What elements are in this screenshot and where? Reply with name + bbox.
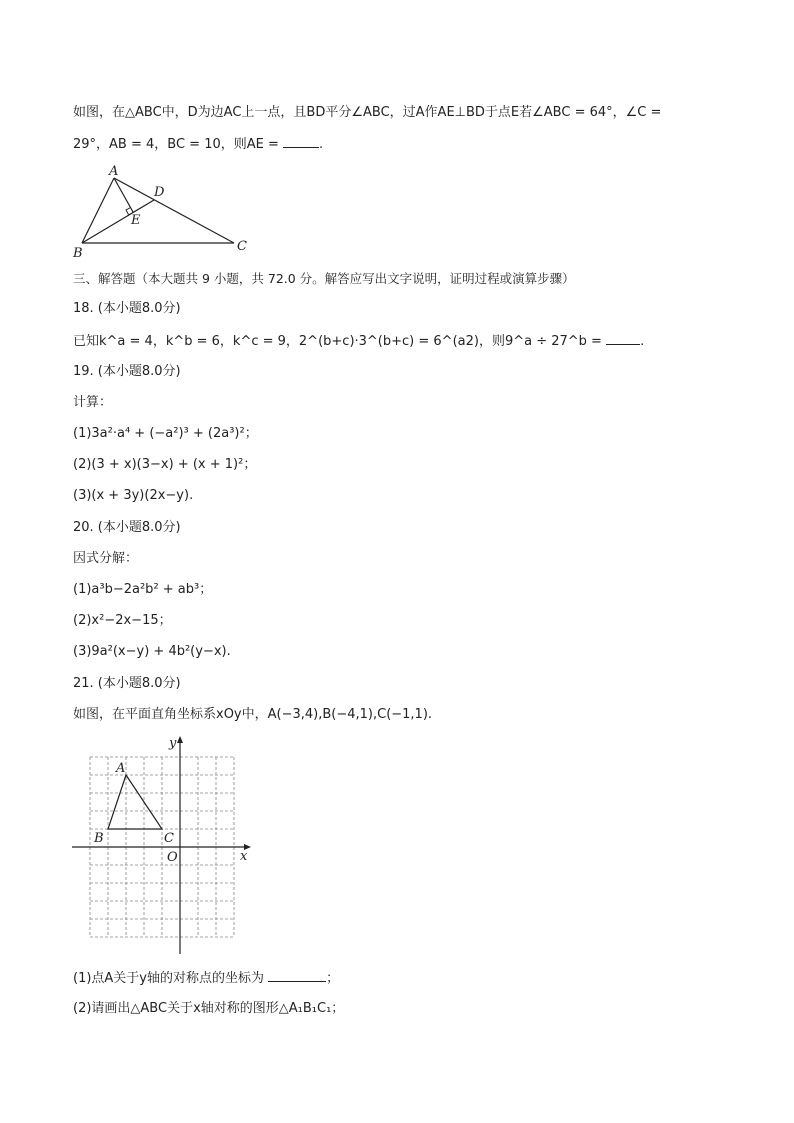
q20-intro-text: 因式分解：: [73, 551, 139, 566]
q20-item-3: [73, 643, 231, 661]
label-d: D: [154, 185, 165, 200]
q19-item-3: [73, 487, 193, 505]
q21-sub1-text: (1)点A关于y轴的对称点的坐标为: [73, 971, 265, 986]
q18-header: [73, 300, 181, 318]
q17-end: .: [319, 137, 324, 152]
q21-sub1-end: ；: [326, 971, 340, 986]
q19-header: [73, 363, 181, 381]
section3-title-text: 三、解答题（本大题共 9 小题，共 72.0 分。解答应写出文字说明，证明过程或演算步骤）: [73, 271, 575, 286]
q18-line: [73, 331, 644, 351]
q19-item-1: [73, 425, 258, 443]
q19-item-2-text: (2)(3 + x)(3−x) + (x + 1)²；: [73, 457, 257, 472]
label-b: B: [94, 831, 104, 846]
label-x: x: [240, 849, 248, 864]
label-b: B: [73, 246, 83, 260]
q21-header-text: 21. (本小题8.0分): [73, 676, 181, 691]
q20-item-1-text: (1)a³b−2a²b² + ab³；: [73, 582, 213, 597]
q20-item-1: [73, 581, 212, 599]
q19-item-3-text: (3)(x + 3y)(2x−y).: [73, 488, 194, 503]
y-axis-arrow: [177, 736, 183, 743]
q19-header-text: 19. (本小题8.0分): [73, 364, 181, 379]
q20-item-2: [73, 612, 172, 630]
right-angle-mark: [126, 208, 131, 215]
q18-end: .: [640, 334, 645, 349]
label-a: A: [116, 761, 126, 776]
q17-line2: [73, 134, 323, 154]
q19-item-1-text: (1)3a²·a⁴ + (−a²)³ + (2a³)²；: [73, 426, 258, 441]
q17-text-line1: 如图，在△ABC中，D为边AC上一点，且BD平分∠ABC，过A作AE⊥BD于点E若∠ABC = 64°，∠C =: [73, 105, 662, 120]
q19-item-2: [73, 456, 256, 474]
q21-sub2-text: (2)请画出△ABC关于x轴对称的图形△A₁B₁C₁；: [73, 1001, 345, 1016]
label-o: O: [167, 850, 178, 865]
q20-item-2-text: (2)x²−2x−15；: [73, 613, 172, 628]
q21-text: 如图，在平面直角坐标系xOy中，A(−3,4),B(−4,1),C(−1,1).: [73, 707, 433, 722]
q17-line1: [73, 104, 661, 122]
q21-sub1: [73, 968, 339, 988]
label-c: C: [237, 239, 247, 254]
q21-sub2: [73, 1000, 344, 1018]
q21-text-line: [73, 706, 432, 724]
q21-coordinate-grid: [68, 732, 258, 960]
section3-title: [73, 270, 575, 288]
label-e: E: [131, 213, 141, 228]
q20-item-3-text: (3)9a²(x−y) + 4b²(y−x).: [73, 644, 231, 659]
q17-triangle-figure: [70, 160, 260, 260]
q21-header: [73, 675, 181, 693]
q20-header-text: 20. (本小题8.0分): [73, 520, 181, 535]
label-y: y: [169, 736, 177, 751]
q17-answer-blank[interactable]: [283, 134, 319, 148]
label-a: A: [109, 164, 119, 179]
q20-intro: [73, 550, 138, 568]
q19-intro-text: 计算：: [73, 395, 113, 410]
q18-text: 已知k^a = 4，k^b = 6，k^c = 9，2^(b+c)·3^(b+c) = 6^(a2)，则9^a ÷ 27^b =: [73, 334, 602, 349]
q21-sub1-answer-blank[interactable]: [268, 968, 326, 982]
label-c: C: [164, 831, 174, 846]
q18-answer-blank[interactable]: [606, 331, 640, 345]
q20-header: [73, 519, 181, 537]
q18-header-text: 18. (本小题8.0分): [73, 301, 181, 316]
q19-intro: [73, 394, 112, 412]
triangle-abc: [108, 775, 162, 829]
q17-text-line2: 29°，AB = 4，BC = 10，则AE =: [73, 137, 279, 152]
